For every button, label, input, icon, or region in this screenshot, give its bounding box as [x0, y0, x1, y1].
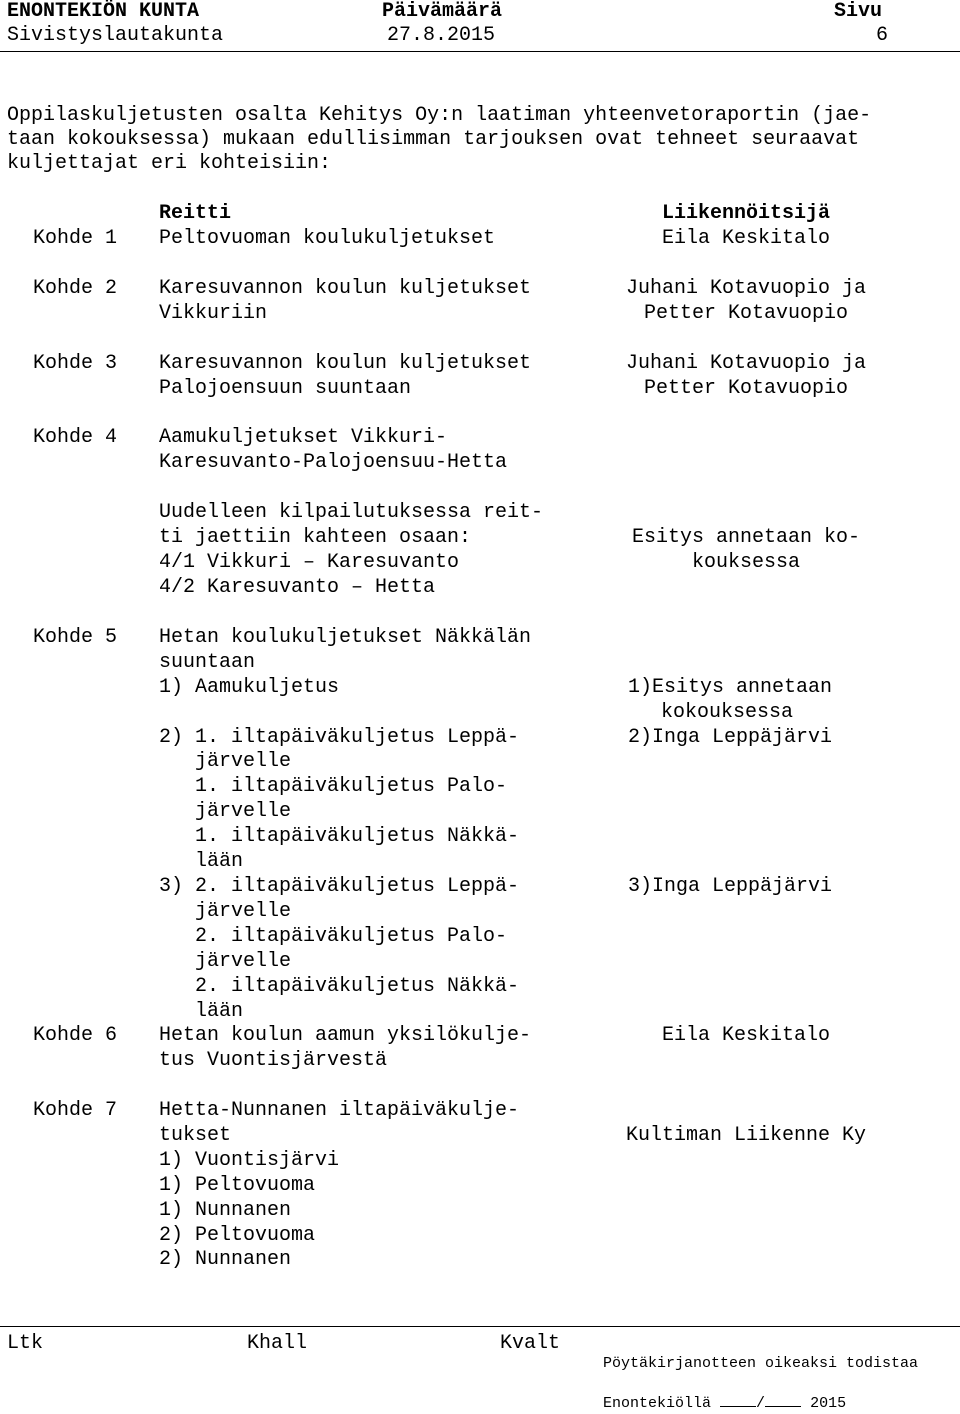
route-text: lään: [159, 1000, 244, 1023]
route-text: 3) 2. iltapäiväkuljetus Leppä-: [159, 875, 520, 898]
month-blank: [765, 1392, 801, 1407]
route-text: järvelle: [159, 750, 292, 773]
operator-text: Esitys annetaan ko-: [631, 526, 861, 549]
date-slash: /: [756, 1395, 766, 1412]
route-text: järvelle: [159, 800, 292, 823]
intro-line-1: Oppilaskuljetusten osalta Kehitys Oy:n laatiman yhteenvetoraportin (jae-: [7, 104, 872, 127]
kohde-label: Kohde 7: [33, 1099, 118, 1122]
route-text: 2) 1. iltapäiväkuljetus Leppä-: [159, 726, 520, 749]
route-text: 1. iltapäiväkuljetus Palo-: [159, 775, 508, 798]
route-text: Karesuvanto-Palojoensuu-Hetta: [159, 451, 508, 474]
page-number: 6: [876, 24, 889, 47]
date-value: 27.8.2015: [387, 24, 496, 47]
route-text: Aamukuljetukset Vikkuri-: [159, 426, 448, 449]
route-text: Palojoensuun suuntaan: [159, 377, 412, 400]
operator-text: 1)Esitys annetaan: [628, 676, 833, 699]
certify-place-date: [603, 1392, 846, 1413]
operator-text: Juhani Kotavuopio ja: [625, 352, 867, 375]
route-text: Karesuvannon koulun kuljetukset: [159, 277, 532, 300]
place-text: Enontekiöllä: [603, 1395, 712, 1412]
route-text: järvelle: [159, 900, 292, 923]
kohde-label: Kohde 4: [33, 426, 118, 449]
route-text: 1) Vuontisjärvi: [159, 1149, 340, 1172]
route-text: Hetan koulukuljetukset Näkkälän: [159, 626, 532, 649]
route-text: Peltovuoman koulukuljetukset: [159, 227, 496, 250]
operator-text: kouksessa: [691, 551, 801, 574]
day-blank: [720, 1392, 756, 1407]
year-text: 2015: [810, 1395, 847, 1412]
route-text: Hetta-Nunnanen iltapäiväkulje-: [159, 1099, 520, 1122]
page-label: Sivu: [834, 0, 883, 23]
route-text: 1) Aamukuljetus: [159, 676, 340, 699]
org-name: ENONTEKIÖN KUNTA: [7, 0, 200, 23]
operator-text: 3)Inga Leppäjärvi: [628, 875, 833, 898]
certify-text: Pöytäkirjanotteen oikeaksi todistaa: [603, 1355, 919, 1372]
khall-label: Khall: [247, 1332, 308, 1355]
route-column-header: Reitti: [159, 202, 232, 225]
route-text: Uudelleen kilpailutuksessa reit-: [159, 501, 544, 524]
date-label: Päivämäärä: [382, 0, 503, 23]
route-text: 1) Peltovuoma: [159, 1174, 316, 1197]
footer-rule: [0, 1326, 960, 1327]
route-text: ti jaettiin kahteen osaan:: [159, 526, 472, 549]
route-text: suuntaan: [159, 651, 256, 674]
operator-text: 2)Inga Leppäjärvi: [628, 726, 833, 749]
kvalt-label: Kvalt: [500, 1332, 561, 1355]
kohde-label: Kohde 3: [33, 352, 118, 375]
route-text: 2) Peltovuoma: [159, 1224, 316, 1247]
route-text: Karesuvannon koulun kuljetukset: [159, 352, 532, 375]
operator-text: Petter Kotavuopio: [643, 302, 849, 325]
kohde-label: Kohde 2: [33, 277, 118, 300]
route-text: 4/1 Vikkuri – Karesuvanto: [159, 551, 460, 574]
kohde-label: Kohde 1: [33, 227, 118, 250]
route-text: Vikkuriin: [159, 302, 268, 325]
operator-text: Juhani Kotavuopio ja: [625, 277, 867, 300]
route-text: 1) Nunnanen: [159, 1199, 292, 1222]
route-text: 2. iltapäiväkuljetus Palo-: [159, 925, 508, 948]
operator-text: Petter Kotavuopio: [643, 377, 849, 400]
intro-line-2: taan kokouksessa) mukaan edullisimman tarjouksen ovat tehneet seuraavat: [7, 128, 860, 151]
route-text: tukset: [159, 1124, 232, 1147]
route-text: järvelle: [159, 950, 292, 973]
intro-line-3: kuljettajat eri kohteisiin:: [7, 152, 332, 175]
operator-text: Eila Keskitalo: [661, 227, 831, 250]
operator-text: kokouksessa: [660, 701, 794, 724]
operator-column-header: Liikennöitsijä: [661, 202, 831, 225]
route-text: 2) Nunnanen: [159, 1248, 292, 1271]
route-text: 1. iltapäiväkuljetus Näkkä-: [159, 825, 520, 848]
route-text: lään: [159, 850, 244, 873]
operator-text: Kultiman Liikenne Ky: [625, 1124, 867, 1147]
route-text: Hetan koulun aamun yksilökulje-: [159, 1024, 532, 1047]
department-name: Sivistyslautakunta: [7, 24, 224, 47]
operator-text: Eila Keskitalo: [661, 1024, 831, 1047]
route-text: 4/2 Karesuvanto – Hetta: [159, 576, 436, 599]
kohde-label: Kohde 5: [33, 626, 118, 649]
ltk-label: Ltk: [7, 1332, 44, 1355]
header-rule: [0, 51, 960, 52]
route-text: 2. iltapäiväkuljetus Näkkä-: [159, 975, 520, 998]
route-text: tus Vuontisjärvestä: [159, 1049, 388, 1072]
kohde-label: Kohde 6: [33, 1024, 118, 1047]
